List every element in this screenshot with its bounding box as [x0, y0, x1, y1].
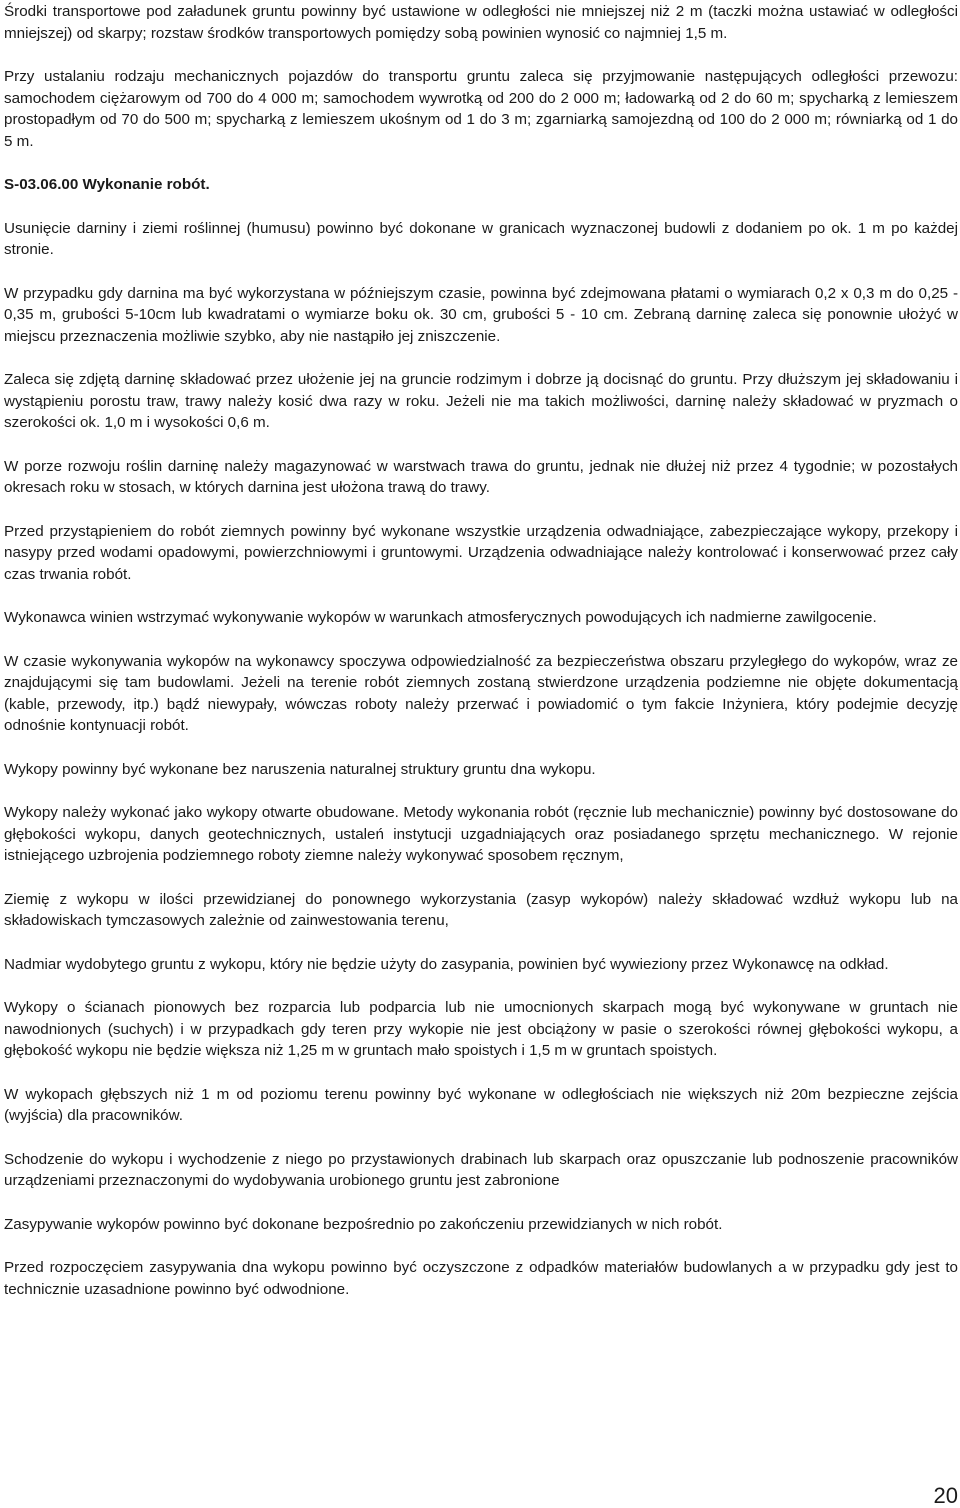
- paragraph-safety-responsibility: W czasie wykonywania wykopów na wykonawcy spoczywa odpowiedzialność za bezpieczeństwa obszaru przyległego do wykopów, wraz ze znajdującymi się tam budowlami. Jeżeli na terenie robót ziemnych zostaną stwierdzone urządzenia podziemne nie objęte dokumentacją (kable, przewody, itp.) bądź niewypały, wówczas roboty należy przerwać i powiadomić o tym fakcie Inżyniera, który podejmie decyzję odnośnie kontynuacji robót.: [4, 652, 958, 734]
- section-heading: S-03.06.00 Wykonanie robót.: [4, 176, 210, 193]
- paragraph-backfill-cleaning: Przed rozpoczęciem zasypywania dna wykopu powinno być oczyszczone z odpadków materiałów budowlanych a w przypadku gdy jest to technicznie uzasadnione powinno być odwodnione.: [4, 1259, 958, 1298]
- paragraph-sod-storage: Zaleca się zdjętą darninę składować przez ułożenie jej na gruncie rodzimym i dobrze ją docisnąć do gruntu. Przy dłuższym jej składowaniu i wystąpieniu porostu traw, trawy należy kosić dwa razy w roku. Jeżeli nie ma takich możliwości, darninę należy składować w pryzmach o szerokości ok. 1,0 m i wysokości 0,6 m.: [4, 371, 958, 431]
- page-number: 20: [933, 1483, 958, 1508]
- paragraph-excess-soil: Nadmiar wydobytego gruntu z wykopu, który nie będzie użyty do zasypania, powinien być wywieziony przez Wykonawcę na odkład.: [4, 955, 889, 973]
- paragraph-backfill-timing: Zasypywanie wykopów powinno być dokonane bezpośrednio po zakończeniu przewidzianych w nich robót.: [4, 1215, 723, 1233]
- paragraph-transport-spacing: Środki transportowe pod załadunek gruntu powinny być ustawione w odległości nie mniejszej niż 2 m (taczki można ustawiać w odległości mniejszej) od skarpy; rozstaw środków transportowych pomiędzy sobą powinien wynosić co najmniej 1,5 m.: [4, 3, 958, 42]
- paragraph-sod-reuse: W przypadku gdy darnina ma być wykorzystana w późniejszym czasie, powinna być zdejmowana płatami o wymiarach 0,2 x 0,3 m do 0,25 - 0,35 m, grubości 5-10cm lub kwadratami o wymiarze boku ok. 30 cm, grubości 5 - 10 cm. Zebraną darninę zaleca się ponownie ułożyć w miejscu przeznaczenia możliwie szybko, aby nie nastąpiło jej zniszczenie.: [4, 284, 958, 345]
- paragraph-drainage: Przed przystąpieniem do robót ziemnych powinny być wykonane wszystkie urządzenia odwadniające, zabezpieczające wykopy, przekopy i nasypy przed wodami opadowymi, powierzchniowymi i gruntowymi. Urządzenia odwadniające należy kontrolować i konserwować przez cały czas trwania robót.: [4, 522, 958, 583]
- paragraph-sod-growing-season: W porze rozwoju roślin darninę należy magazynować w warstwach trawa do gruntu, jednak nie dłużej niż przez 4 tygodnie; w pozostałych okresach roku w stosach, w których darnina jest ułożona trawą do trawy.: [4, 457, 958, 496]
- paragraph-soil-storage: Ziemię z wykopu w ilości przewidzianej do ponownego wykorzystania (zasyp wykopów) należy składować wzdłuż wykopu lub na składowiskach tymczasowych zależnie od zainwestowania terenu,: [4, 890, 958, 929]
- paragraph-safe-exits: W wykopach głębszych niż 1 m od poziomu terenu powinny być wykonane w odległościach nie większych niż 20m bezpieczne zejścia (wyjścia) dla pracowników.: [4, 1085, 958, 1124]
- paragraph-vertical-walls: Wykopy o ścianach pionowych bez rozparcia lub podparcia lub nie umocnionych skarpach mogą być wykonywane w gruntach nie nawodnionych (suchych) i w przypadkach gdy teren przy wykopie nie jest obciążony w pasie o szerokości równej głębokości wykopu, a głębokość wykopu nie będzie większa niż 1,25 m w gruntach mało spoistych i 1,5 m w gruntach spoistych.: [4, 999, 958, 1059]
- paragraph-entry-prohibition: Schodzenie do wykopu i wychodzenie z niego po przystawionych drabinach lub skarpach oraz opuszczanie lub podnoszenie pracowników urządzeniami przeznaczonymi do wydobywania urobionego gruntu jest zabronione: [4, 1150, 958, 1189]
- paragraph-soil-structure: Wykopy powinny być wykonane bez naruszenia naturalnej struktury gruntu dna wykopu.: [4, 760, 596, 778]
- paragraph-weather-stop: Wykonawca winien wstrzymać wykonywanie wykopów w warunkach atmosferycznych powodujących ich nadmierne zawilgocenie.: [4, 609, 877, 626]
- paragraph-transport-distances: Przy ustalaniu rodzaju mechanicznych pojazdów do transportu gruntu zaleca się przyjmowanie następujących odległości przewozu: samochodem ciężarowym od 700 do 4 000 m; samochodem wywrotką od 200 do 2 000 m; ładowarką od 2 do 60 m; spycharką z lemieszem prostopadłym od 70 do 500 m; spycharką z lemieszem ukośnym od 1 do 3 m; zgarniarką samojezdną od 100 do 2 000 m; równiarką od 1 do 5 m.: [4, 68, 958, 150]
- paragraph-sod-removal: Usunięcie darniny i ziemi roślinnej (humusu) powinno być dokonane w granicach wyznaczonej budowli z dodaniem po ok. 1 m po każdej stronie.: [4, 219, 958, 258]
- paragraph-excavation-methods: Wykopy należy wykonać jako wykopy otwarte obudowane. Metody wykonania robót (ręcznie lub mechanicznie) powinny być dostosowane do głębokości wykopu, danych geotechnicznych, ustaleń instytucji uzgadniających oraz posiadanego sprzętu mechanicznego. W rejonie istniejącego uzbrojenia podziemnego roboty ziemne należy wykonywać sposobem ręcznym,: [4, 804, 958, 864]
- document-page: [4, 0, 958, 1322]
